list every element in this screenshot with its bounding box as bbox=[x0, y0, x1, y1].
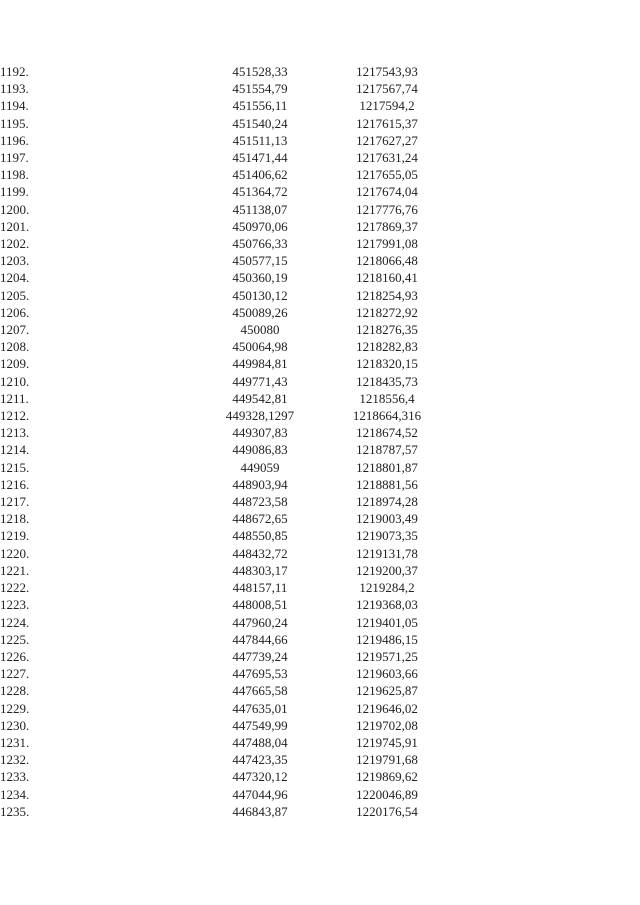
row-spacer bbox=[444, 287, 640, 304]
coordinate-y: 1219745,91 bbox=[356, 734, 418, 750]
coordinate-y: 1217567,74 bbox=[356, 81, 418, 97]
coordinate-x: 448550,85 bbox=[232, 528, 288, 544]
row-spacer bbox=[444, 579, 640, 596]
coordinate-x: 451554,79 bbox=[232, 81, 288, 97]
coordinate-x: 450970,06 bbox=[232, 218, 288, 234]
table-row bbox=[0, 183, 640, 200]
point-number: 1230. bbox=[0, 717, 30, 733]
row-spacer bbox=[444, 614, 640, 631]
point-number: 1215. bbox=[0, 459, 30, 475]
coordinate-y: 1217869,37 bbox=[356, 218, 418, 234]
point-number: 1214. bbox=[0, 442, 30, 458]
coordinate-x: 450766,33 bbox=[232, 236, 288, 252]
table-row bbox=[0, 355, 640, 372]
coordinate-y: 1218066,48 bbox=[356, 253, 418, 269]
table-row bbox=[0, 80, 640, 97]
point-number: 1223. bbox=[0, 597, 30, 613]
row-spacer bbox=[444, 648, 640, 665]
table-row bbox=[0, 596, 640, 613]
coordinate-x: 447695,53 bbox=[232, 666, 288, 682]
row-spacer bbox=[444, 269, 640, 286]
row-spacer bbox=[444, 700, 640, 717]
table-row bbox=[0, 665, 640, 682]
row-spacer bbox=[444, 63, 640, 80]
row-spacer bbox=[444, 476, 640, 493]
coordinate-x: 451364,72 bbox=[232, 184, 288, 200]
row-spacer bbox=[444, 768, 640, 785]
row-spacer bbox=[444, 562, 640, 579]
point-number: 1211. bbox=[0, 390, 29, 406]
row-spacer bbox=[444, 304, 640, 321]
row-spacer bbox=[444, 149, 640, 166]
coordinate-x: 450089,26 bbox=[232, 304, 288, 320]
row-spacer bbox=[444, 80, 640, 97]
table-row bbox=[0, 97, 640, 114]
row-spacer bbox=[444, 717, 640, 734]
coordinate-y: 1219368,03 bbox=[356, 597, 418, 613]
point-number: 1197. bbox=[0, 150, 29, 166]
coordinate-y: 1219791,68 bbox=[356, 752, 418, 768]
row-spacer bbox=[444, 407, 640, 424]
coordinate-x: 449771,43 bbox=[232, 373, 288, 389]
row-spacer bbox=[444, 734, 640, 751]
table-row bbox=[0, 63, 640, 80]
table-row bbox=[0, 218, 640, 235]
row-spacer bbox=[444, 201, 640, 218]
coordinate-x: 449307,83 bbox=[232, 425, 288, 441]
table-row bbox=[0, 441, 640, 458]
coordinate-y: 1217615,37 bbox=[356, 115, 418, 131]
table-row bbox=[0, 631, 640, 648]
coordinate-y: 1219401,05 bbox=[356, 614, 418, 630]
point-number: 1218. bbox=[0, 511, 30, 527]
coordinate-x: 447960,24 bbox=[232, 614, 288, 630]
table-row bbox=[0, 166, 640, 183]
point-number: 1193. bbox=[0, 81, 29, 97]
coordinate-x: 448432,72 bbox=[232, 545, 288, 561]
row-spacer bbox=[444, 527, 640, 544]
table-row bbox=[0, 304, 640, 321]
point-number: 1220. bbox=[0, 545, 30, 561]
table-row bbox=[0, 803, 640, 820]
point-number: 1209. bbox=[0, 356, 30, 372]
row-spacer bbox=[444, 115, 640, 132]
table-row bbox=[0, 734, 640, 751]
coordinate-x: 446843,87 bbox=[232, 803, 288, 819]
point-number: 1194. bbox=[0, 98, 29, 114]
row-spacer bbox=[444, 631, 640, 648]
point-number: 1204. bbox=[0, 270, 30, 286]
coordinate-x: 447739,24 bbox=[232, 648, 288, 664]
row-spacer bbox=[444, 321, 640, 338]
point-number: 1217. bbox=[0, 494, 30, 510]
coordinate-y: 1217674,04 bbox=[356, 184, 418, 200]
coordinate-y: 1217594,2 bbox=[359, 98, 415, 114]
coordinate-y: 1218664,316 bbox=[352, 408, 422, 424]
coordinate-y: 1219200,37 bbox=[356, 562, 418, 578]
row-spacer bbox=[444, 665, 640, 682]
coordinate-y: 1217776,76 bbox=[356, 201, 418, 217]
table-row bbox=[0, 493, 640, 510]
coordinate-y: 1219003,49 bbox=[356, 511, 418, 527]
coordinate-y: 1219646,02 bbox=[356, 700, 418, 716]
table-row bbox=[0, 287, 640, 304]
coordinate-x: 448008,51 bbox=[232, 597, 288, 613]
coordinate-x: 451511,13 bbox=[232, 132, 288, 148]
coordinate-y: 1220046,89 bbox=[356, 786, 418, 802]
point-number: 1195. bbox=[0, 115, 29, 131]
coordinate-y: 1218556,4 bbox=[359, 390, 415, 406]
coordinate-y: 1217627,27 bbox=[356, 132, 418, 148]
point-number: 1231. bbox=[0, 734, 30, 750]
table-row bbox=[0, 459, 640, 476]
row-spacer bbox=[444, 424, 640, 441]
coordinate-x: 450064,98 bbox=[232, 339, 288, 355]
table-row bbox=[0, 700, 640, 717]
coordinate-x: 451540,24 bbox=[232, 115, 288, 131]
point-number: 1216. bbox=[0, 476, 30, 492]
coordinate-x: 451406,62 bbox=[232, 167, 288, 183]
coordinate-x: 447844,66 bbox=[232, 631, 288, 647]
coordinate-y: 1218435,73 bbox=[356, 373, 418, 389]
point-number: 1208. bbox=[0, 339, 30, 355]
point-number: 1235. bbox=[0, 803, 30, 819]
coordinate-x: 451528,33 bbox=[232, 64, 288, 79]
coordinate-x: 451138,07 bbox=[232, 201, 288, 217]
table-row bbox=[0, 717, 640, 734]
coordinate-y: 1217543,93 bbox=[356, 64, 418, 79]
coordinate-x: 450130,12 bbox=[232, 287, 288, 303]
coordinate-x: 448903,94 bbox=[232, 476, 288, 492]
table-row bbox=[0, 786, 640, 803]
coordinate-x: 449542,81 bbox=[232, 390, 288, 406]
point-number: 1212. bbox=[0, 408, 30, 424]
coordinate-y: 1219073,35 bbox=[356, 528, 418, 544]
coordinate-y: 1217631,24 bbox=[356, 150, 418, 166]
coordinate-x: 447635,01 bbox=[232, 700, 288, 716]
coordinate-x: 449328,1297 bbox=[225, 408, 295, 424]
row-spacer bbox=[444, 459, 640, 476]
table-row bbox=[0, 252, 640, 269]
point-number: 1202. bbox=[0, 236, 30, 252]
coordinate-x: 449059 bbox=[240, 459, 280, 475]
row-spacer bbox=[444, 183, 640, 200]
point-number: 1228. bbox=[0, 683, 30, 699]
table-row bbox=[0, 682, 640, 699]
coordinate-y: 1218320,15 bbox=[356, 356, 418, 372]
coordinate-x: 447665,58 bbox=[232, 683, 288, 699]
row-spacer bbox=[444, 390, 640, 407]
table-row bbox=[0, 132, 640, 149]
point-number: 1234. bbox=[0, 786, 30, 802]
coordinate-x: 449984,81 bbox=[232, 356, 288, 372]
point-number: 1229. bbox=[0, 700, 30, 716]
coordinate-y: 1219603,66 bbox=[356, 666, 418, 682]
table-row bbox=[0, 648, 640, 665]
table-row bbox=[0, 321, 640, 338]
coordinate-y: 1218674,52 bbox=[356, 425, 418, 441]
row-spacer bbox=[444, 786, 640, 803]
table-row bbox=[0, 201, 640, 218]
row-spacer bbox=[444, 338, 640, 355]
coordinate-y: 1218881,56 bbox=[356, 476, 418, 492]
coordinate-y: 1219869,62 bbox=[356, 769, 418, 785]
point-number: 1219. bbox=[0, 528, 30, 544]
coordinates-table-body bbox=[0, 63, 640, 820]
coordinate-x: 448303,17 bbox=[232, 562, 288, 578]
coordinate-x: 450360,19 bbox=[232, 270, 288, 286]
table-row bbox=[0, 579, 640, 596]
coordinate-y: 1219702,08 bbox=[356, 717, 418, 733]
row-spacer bbox=[444, 218, 640, 235]
coordinate-x: 447488,04 bbox=[232, 734, 288, 750]
point-number: 1207. bbox=[0, 322, 30, 338]
coordinate-x: 448723,58 bbox=[232, 494, 288, 510]
point-number: 1222. bbox=[0, 580, 30, 596]
table-row bbox=[0, 768, 640, 785]
table-row bbox=[0, 338, 640, 355]
point-number: 1200. bbox=[0, 201, 30, 217]
point-number: 1232. bbox=[0, 752, 30, 768]
point-number: 1201. bbox=[0, 218, 30, 234]
coordinate-x: 448157,11 bbox=[232, 580, 288, 596]
point-number: 1199. bbox=[0, 184, 29, 200]
row-spacer bbox=[444, 355, 640, 372]
table-row bbox=[0, 115, 640, 132]
table-row bbox=[0, 407, 640, 424]
point-number: 1198. bbox=[0, 167, 29, 183]
row-spacer bbox=[444, 252, 640, 269]
table-row bbox=[0, 424, 640, 441]
coordinate-y: 1219486,15 bbox=[356, 631, 418, 647]
point-number: 1192. bbox=[0, 64, 29, 79]
table-row bbox=[0, 235, 640, 252]
coordinates-table bbox=[0, 63, 640, 820]
row-spacer bbox=[444, 235, 640, 252]
table-row bbox=[0, 373, 640, 390]
coordinate-y: 1218787,57 bbox=[356, 442, 418, 458]
coordinate-y: 1218974,28 bbox=[356, 494, 418, 510]
coordinate-y: 1219625,87 bbox=[356, 683, 418, 699]
point-number: 1196. bbox=[0, 132, 29, 148]
row-spacer bbox=[444, 493, 640, 510]
table-row bbox=[0, 390, 640, 407]
coordinate-y: 1218254,93 bbox=[356, 287, 418, 303]
row-spacer bbox=[444, 545, 640, 562]
table-row bbox=[0, 476, 640, 493]
coordinate-y: 1217655,05 bbox=[356, 167, 418, 183]
coordinate-x: 451471,44 bbox=[232, 150, 288, 166]
point-number: 1213. bbox=[0, 425, 30, 441]
table-row bbox=[0, 149, 640, 166]
point-number: 1203. bbox=[0, 253, 30, 269]
point-number: 1233. bbox=[0, 769, 30, 785]
coordinate-y: 1218272,92 bbox=[356, 304, 418, 320]
coordinate-y: 1219131,78 bbox=[356, 545, 418, 561]
coordinate-y: 1218160,41 bbox=[356, 270, 418, 286]
row-spacer bbox=[444, 441, 640, 458]
coordinate-y: 1218282,83 bbox=[356, 339, 418, 355]
coordinate-y: 1217991,08 bbox=[356, 236, 418, 252]
coordinate-x: 451556,11 bbox=[232, 98, 288, 114]
row-spacer bbox=[444, 510, 640, 527]
coordinate-y: 1220176,54 bbox=[356, 803, 418, 819]
coordinate-x: 449086,83 bbox=[232, 442, 288, 458]
coordinate-y: 1219284,2 bbox=[359, 580, 415, 596]
point-number: 1225. bbox=[0, 631, 30, 647]
table-row bbox=[0, 527, 640, 544]
table-row bbox=[0, 269, 640, 286]
coordinate-y: 1218801,87 bbox=[356, 459, 418, 475]
coordinate-x: 450080 bbox=[240, 322, 280, 338]
point-number: 1205. bbox=[0, 287, 30, 303]
coordinate-x: 448672,65 bbox=[232, 511, 288, 527]
row-spacer bbox=[444, 166, 640, 183]
coordinate-y: 1218276,35 bbox=[356, 322, 418, 338]
point-number: 1221. bbox=[0, 562, 30, 578]
table-row bbox=[0, 751, 640, 768]
point-number: 1227. bbox=[0, 666, 30, 682]
point-number: 1226. bbox=[0, 648, 30, 664]
row-spacer bbox=[444, 682, 640, 699]
table-row bbox=[0, 510, 640, 527]
row-spacer bbox=[444, 97, 640, 114]
point-number: 1224. bbox=[0, 614, 30, 630]
coordinate-x: 447423,35 bbox=[232, 752, 288, 768]
row-spacer bbox=[444, 132, 640, 149]
row-spacer bbox=[444, 803, 640, 820]
point-number: 1210. bbox=[0, 373, 30, 389]
point-number: 1206. bbox=[0, 304, 30, 320]
coordinate-x: 447549,99 bbox=[232, 717, 288, 733]
table-row bbox=[0, 614, 640, 631]
row-spacer bbox=[444, 596, 640, 613]
row-spacer bbox=[444, 373, 640, 390]
table-row bbox=[0, 545, 640, 562]
table-row bbox=[0, 562, 640, 579]
coordinate-x: 450577,15 bbox=[232, 253, 288, 269]
coordinate-x: 447320,12 bbox=[232, 769, 288, 785]
coordinate-x: 447044,96 bbox=[232, 786, 288, 802]
coordinate-y: 1219571,25 bbox=[356, 648, 418, 664]
row-spacer bbox=[444, 751, 640, 768]
